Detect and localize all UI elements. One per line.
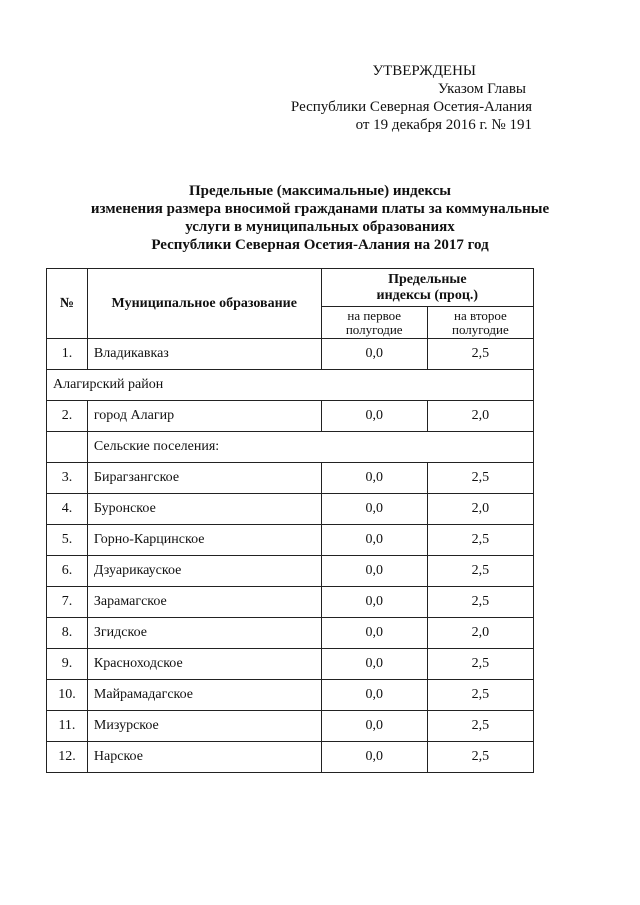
row-name: Нарское xyxy=(87,742,321,773)
row-first-half: 0,0 xyxy=(321,742,427,773)
row-number: 6. xyxy=(47,556,88,587)
row-second-half: 2,0 xyxy=(427,618,533,649)
row-number: 9. xyxy=(47,649,88,680)
table-row xyxy=(47,494,534,525)
row-second-half: 2,0 xyxy=(427,494,533,525)
table-row xyxy=(47,649,534,680)
approval-block xyxy=(291,62,532,134)
row-second-half: 2,5 xyxy=(427,680,533,711)
row-number: 7. xyxy=(47,587,88,618)
row-first-half: 0,0 xyxy=(321,711,427,742)
row-name: Владикавказ xyxy=(87,339,321,370)
header-number: № xyxy=(47,269,88,339)
row-name: Горно-Карцинское xyxy=(87,525,321,556)
title-line-3: услуги в муниципальных образованиях xyxy=(185,219,455,235)
row-number: 5. xyxy=(47,525,88,556)
row-name: Згидское xyxy=(87,618,321,649)
row-first-half: 0,0 xyxy=(321,494,427,525)
row-first-half: 0,0 xyxy=(321,401,427,432)
row-first-half: 0,0 xyxy=(321,649,427,680)
table-row xyxy=(47,401,534,432)
section-alagir-district: Алагирский район xyxy=(47,370,534,401)
row-number: 4. xyxy=(47,494,88,525)
table-row xyxy=(47,556,534,587)
table-row xyxy=(47,742,534,773)
header-indices: Предельные индексы (проц.) xyxy=(321,269,533,307)
title-line-1: Предельные (максимальные) индексы xyxy=(188,183,452,199)
row-second-half: 2,5 xyxy=(427,587,533,618)
row-first-half: 0,0 xyxy=(321,525,427,556)
document-title xyxy=(40,182,600,254)
row-number: 3. xyxy=(47,463,88,494)
section-blank-cell xyxy=(47,432,88,463)
row-second-half: 2,5 xyxy=(427,649,533,680)
row-name: Бирагзангское xyxy=(87,463,321,494)
row-first-half: 0,0 xyxy=(321,339,427,370)
row-name: Зарамагское xyxy=(87,587,321,618)
section-row xyxy=(47,432,534,463)
row-number: 12. xyxy=(47,742,88,773)
approval-decree: Указом Главы xyxy=(437,81,526,97)
row-second-half: 2,5 xyxy=(427,711,533,742)
row-first-half: 0,0 xyxy=(321,587,427,618)
section-rural-settlements: Сельские поселения: xyxy=(87,432,533,463)
row-first-half: 0,0 xyxy=(321,463,427,494)
table-row xyxy=(47,525,534,556)
row-first-half: 0,0 xyxy=(321,556,427,587)
row-number: 1. xyxy=(47,339,88,370)
table-row xyxy=(47,680,534,711)
row-name: Мизурское xyxy=(87,711,321,742)
row-number: 2. xyxy=(47,401,88,432)
row-number: 11. xyxy=(47,711,88,742)
approval-date: от 19 декабря 2016 г. № 191 xyxy=(355,117,532,133)
indices-table xyxy=(46,268,534,773)
row-name: Дзуарикауское xyxy=(87,556,321,587)
row-second-half: 2,5 xyxy=(427,525,533,556)
row-number: 8. xyxy=(47,618,88,649)
row-second-half: 2,5 xyxy=(427,742,533,773)
row-second-half: 2,5 xyxy=(427,339,533,370)
row-first-half: 0,0 xyxy=(321,680,427,711)
title-line-2: изменения размера вносимой гражданами платы за коммунальные xyxy=(90,201,550,217)
header-second-half: на второе полугодие xyxy=(427,307,533,339)
header-first-half: на первое полугодие xyxy=(321,307,427,339)
row-name: Майрамадагское xyxy=(87,680,321,711)
approval-heading: УТВЕРЖДЕНЫ xyxy=(372,63,476,79)
row-second-half: 2,0 xyxy=(427,401,533,432)
row-number: 10. xyxy=(47,680,88,711)
row-name: Красноходское xyxy=(87,649,321,680)
row-first-half: 0,0 xyxy=(321,618,427,649)
table-row xyxy=(47,339,534,370)
row-second-half: 2,5 xyxy=(427,463,533,494)
row-name: Буронское xyxy=(87,494,321,525)
row-second-half: 2,5 xyxy=(427,556,533,587)
section-row xyxy=(47,370,534,401)
row-name: город Алагир xyxy=(87,401,321,432)
table-row xyxy=(47,587,534,618)
table-row xyxy=(47,618,534,649)
table-row xyxy=(47,711,534,742)
header-municipality: Муниципальное образование xyxy=(87,269,321,339)
table-row xyxy=(47,463,534,494)
approval-republic: Республики Северная Осетия-Алания xyxy=(290,99,532,115)
title-line-4: Республики Северная Осетия-Алания на 2017 год xyxy=(151,237,489,253)
